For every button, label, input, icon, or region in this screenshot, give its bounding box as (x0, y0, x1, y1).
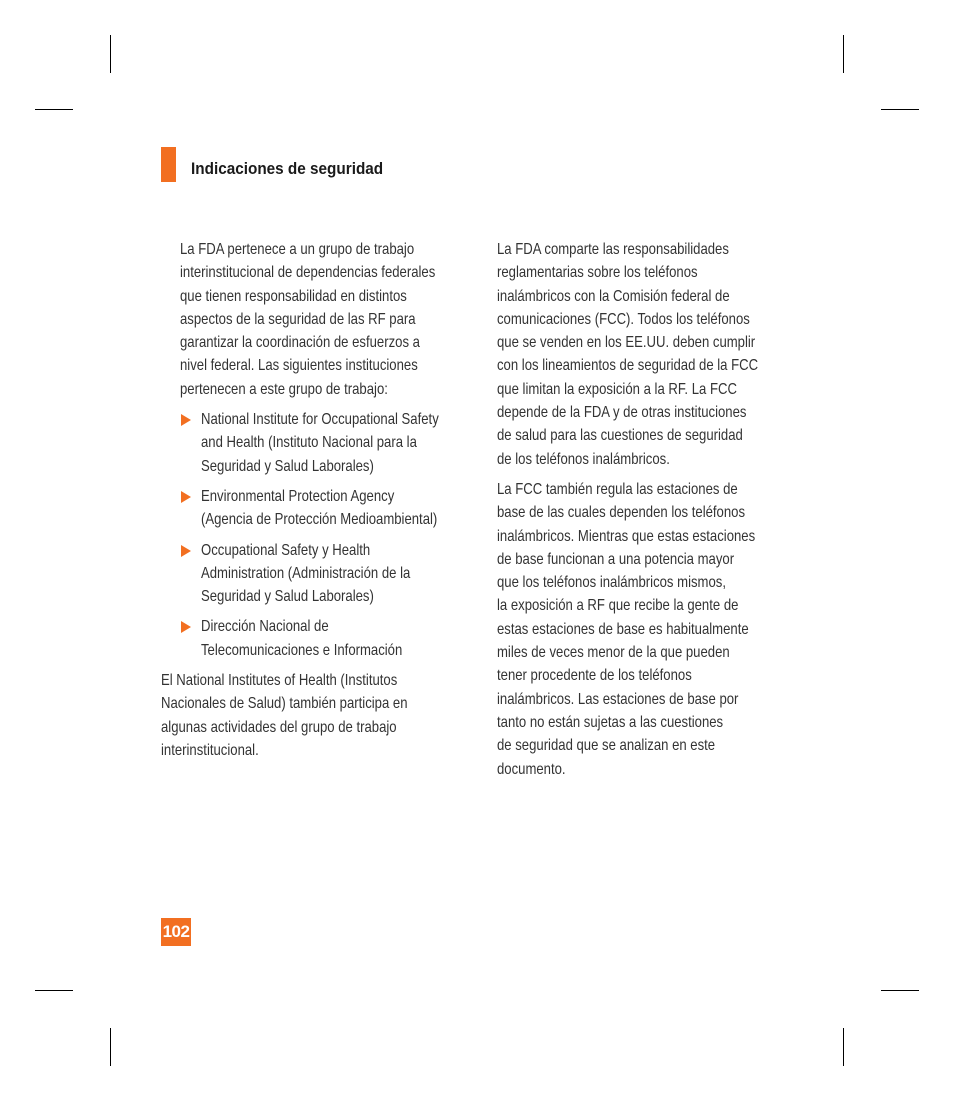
list-item (161, 485, 481, 532)
crop-mark-bottom-right-vertical (843, 1028, 844, 1066)
text-line: and Health (Instituto Nacional para la (201, 434, 417, 452)
text-line: con los lineamientos de seguridad de la FCC (497, 357, 759, 375)
text-line: de base funcionan a una potencia mayor (497, 550, 735, 568)
orange-triangle-icon (181, 545, 191, 557)
text-line: inalámbricos. Las estaciones de base por (497, 690, 739, 708)
text-line: Environmental Protection Agency (201, 487, 395, 505)
closing-paragraph (161, 669, 481, 762)
text-line: aspectos de la seguridad de las RF para (180, 310, 416, 328)
text-line: estas estaciones de base es habitualmente (497, 620, 749, 638)
text-line: La FDA pertenece a un grupo de trabajo (180, 241, 415, 258)
text-line: que los teléfonos inalámbricos mismos, (497, 574, 726, 592)
text-line: El National Institutes of Health (Institutos (161, 672, 398, 690)
list-item (161, 615, 481, 662)
text-line: garantizar la coordinación de esfuerzos a (180, 334, 420, 352)
text-line: que limitan la exposición a la RF. La FCC (497, 380, 737, 398)
crop-mark-top-right-horizontal (881, 109, 919, 110)
text-line: que se venden en los EE.UU. deben cumplir (497, 334, 756, 352)
crop-mark-bottom-left-vertical (110, 1028, 111, 1066)
text-line: inalámbricos con la Comisión federal de (497, 287, 730, 305)
text-line: Seguridad y Salud Laborales) (201, 457, 374, 475)
text-line: reglamentarias sobre los teléfonos (497, 264, 698, 282)
text-line: miles de veces menor de la que pueden (497, 644, 730, 662)
text-line: Occupational Safety y Health (201, 541, 371, 559)
text-line: base de las cuales dependen los teléfonos (497, 504, 746, 522)
text-line: inalámbricos. Mientras que estas estaciones (497, 527, 756, 545)
crop-mark-bottom-right-horizontal (881, 990, 919, 991)
text-line: interinstitucional. (161, 741, 259, 759)
text-line: algunas actividades del grupo de trabajo (161, 718, 397, 736)
text-line: pertenecen a este grupo de trabajo: (180, 380, 388, 398)
text-line: Nacionales de Salud) también participa en (161, 695, 408, 713)
text-line: Telecomunicaciones e Información (201, 641, 403, 659)
text-line: de salud para las cuestiones de seguridad (497, 427, 743, 445)
text-line: documento. (497, 760, 566, 778)
text-line: interinstitucional de dependencias federales (180, 264, 436, 282)
institution-list (161, 408, 481, 662)
text-line: tener procedente de los teléfonos (497, 667, 692, 685)
orange-triangle-icon (181, 414, 191, 426)
right-column (497, 238, 797, 781)
text-line: que tienen responsabilidad en distintos (180, 287, 407, 305)
text-line: La FCC también regula las estaciones de (497, 480, 738, 498)
text-line: Seguridad y Salud Laborales) (201, 588, 374, 606)
base-stations-paragraph (497, 478, 797, 781)
list-item (161, 539, 481, 609)
crop-mark-top-left-vertical (110, 35, 111, 73)
left-column (161, 238, 481, 762)
text-line: Administration (Administración de la (201, 564, 411, 582)
text-line: de los teléfonos inalámbricos. (497, 450, 670, 468)
crop-mark-top-left-horizontal (35, 109, 73, 110)
text-line: la exposición a RF que recibe la gente de (497, 597, 739, 615)
section-title: Indicaciones de seguridad (191, 159, 384, 178)
text-line: nivel federal. Las siguientes instituciones (180, 357, 418, 375)
fcc-responsibility-paragraph (497, 238, 797, 471)
text-line: National Institute for Occupational Safety (201, 411, 439, 429)
orange-triangle-icon (181, 491, 191, 503)
text-line: de seguridad que se analizan en este (497, 737, 716, 755)
text-line: comunicaciones (FCC). Todos los teléfonos (497, 310, 750, 328)
crop-mark-bottom-left-horizontal (35, 990, 73, 991)
intro-paragraph (161, 238, 481, 401)
page-number: 102 (161, 918, 191, 946)
text-line: (Agencia de Protección Medioambiental) (201, 511, 438, 529)
text-line: La FDA comparte las responsabilidades (497, 241, 729, 258)
text-line: depende de la FDA y de otras instituciones (497, 404, 747, 422)
crop-mark-top-right-vertical (843, 35, 844, 73)
list-item (161, 408, 481, 478)
text-line: Dirección Nacional de (201, 618, 329, 636)
orange-triangle-icon (181, 621, 191, 633)
text-line: tanto no están sujetas a las cuestiones (497, 713, 724, 731)
section-accent-bar (161, 147, 176, 182)
